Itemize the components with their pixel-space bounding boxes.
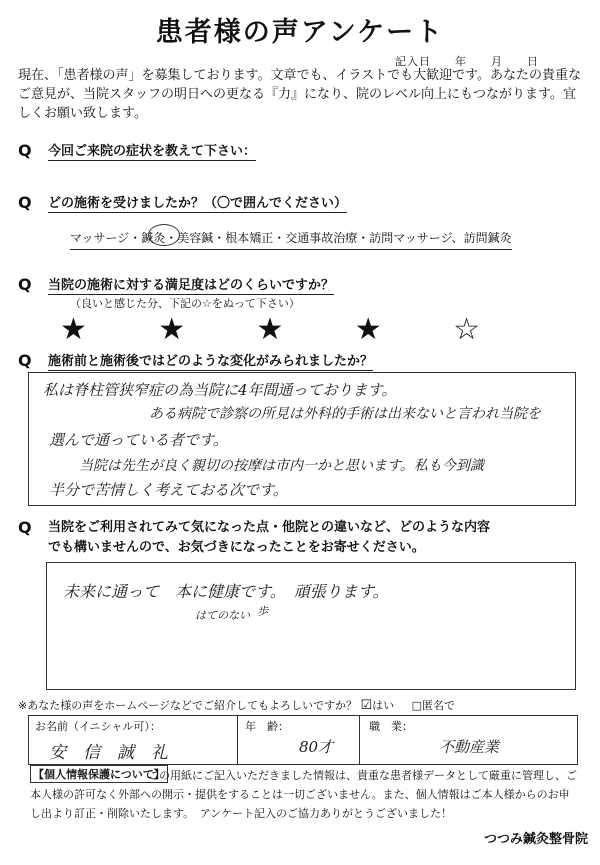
question-5-text-line-1: 当院をご利用されてみて気になった点・他院との違いなど、どのような内容	[48, 520, 491, 535]
question-5	[18, 518, 490, 558]
publish-consent	[18, 697, 455, 713]
answer-4-line-5: 半分で苦情しく考えておる次です。	[49, 481, 288, 499]
consent-question: ※あなた様の声をホームページなどでご紹介してもよろしいですか？	[18, 699, 357, 712]
satisfaction-stars	[60, 312, 480, 347]
filled-star-icon[interactable]: ★	[256, 312, 284, 347]
answer-box-4	[28, 372, 576, 506]
name-label: お名前（イニシャル可）：	[35, 720, 161, 733]
question-3-text: 当院の施術に対する満足度はどのくらいですか？	[48, 274, 334, 295]
table-divider	[237, 716, 238, 764]
question-5-text-line-2: でも構いませんので、お気づきになったことをお寄せください。	[48, 540, 425, 555]
consent-anonymous-option[interactable]: □匿名で	[411, 699, 456, 712]
empty-star-icon[interactable]: ☆	[453, 312, 480, 347]
age-label: 年 齢：	[245, 720, 289, 733]
q-mark: Q	[18, 193, 32, 212]
intro-text: 現在、「患者様の声」を募集しております。文章でも、イラストでも大歓迎です。あなたの貴重なご意見が、当院スタッフの明日への更なる『力』になり、院のレベル向上にもつながります。宜しくお願い致します。	[18, 68, 582, 121]
question-1	[18, 140, 256, 161]
treatment-options: マッサージ・鍼灸・美容鍼・根本矯正・交通事故治療・訪問マッサージ、訪問鍼灸	[70, 229, 512, 250]
question-3	[18, 274, 334, 295]
answer-4-line-4: 当院は先生が良く親切の按摩は市内一かと思います。私も今到識	[79, 458, 484, 474]
question-2-text: どの施術を受けましたか？（〇で囲んでください）	[48, 192, 347, 213]
question-4-text: 施術前と施術後ではどのような変化がみられましたか？	[48, 350, 373, 371]
clinic-name: つつみ鍼灸整骨院	[483, 832, 588, 847]
consent-yes-checkbox[interactable]: ☑	[360, 698, 373, 713]
answer-box-5	[46, 562, 576, 690]
privacy-text: この用紙にご記入いただきました情報は、貴重な患者様データとして厳重に管理し、ご本人様の許可なく外部への開示・提供をすることは一切ございません。また、個人情報はご本人様からのお申し出より訂正・削除いたします。 アンケート記入のご協力ありがとうございました！	[30, 769, 577, 820]
answer-4-line-2: ある病院で診察の所見は外科的手術は出来ないと言われ当院を	[149, 406, 541, 422]
question-2	[18, 192, 347, 213]
answer-4-line-1: 私は脊柱管狭窄症の為当院に4年間通っております。	[43, 381, 397, 399]
table-divider	[359, 716, 360, 764]
filled-star-icon[interactable]: ★	[60, 312, 87, 347]
name-value: 安 信 誠 礼	[49, 743, 168, 763]
question-4	[18, 350, 373, 371]
filled-star-icon[interactable]: ★	[354, 312, 382, 347]
selection-circle	[148, 224, 180, 246]
answer-5-note-1: はてのない	[195, 609, 250, 622]
q-mark: Q	[18, 141, 32, 160]
q-mark: Q	[18, 275, 32, 294]
question-3-instruction: （良いと感じた分、下記の☆をぬって下さい）	[70, 297, 300, 310]
answer-5-main: 未来に通って 本に健康です。 頑張ります。	[63, 582, 389, 601]
q-mark: Q	[18, 351, 32, 370]
job-label: 職 業：	[369, 720, 413, 733]
job-value: 不動産業	[439, 738, 500, 756]
answer-4-line-3: 選んで通っている者です。	[49, 431, 228, 449]
answer-5-note-2: 歩	[257, 605, 268, 618]
filled-star-icon[interactable]: ★	[158, 312, 186, 347]
consent-yes-label: はい	[372, 699, 395, 712]
question-1-text: 今回ご来院の症状を教えて下さい：	[48, 140, 256, 161]
q-mark: Q	[18, 518, 32, 537]
age-value: 80才	[299, 738, 334, 756]
date-label: 記入日 年 月 日	[395, 55, 539, 68]
survey-title: 患者様の声アンケート	[155, 17, 445, 48]
privacy-title: 【個人情報保護について】	[30, 765, 168, 783]
respondent-info-table	[28, 715, 578, 765]
